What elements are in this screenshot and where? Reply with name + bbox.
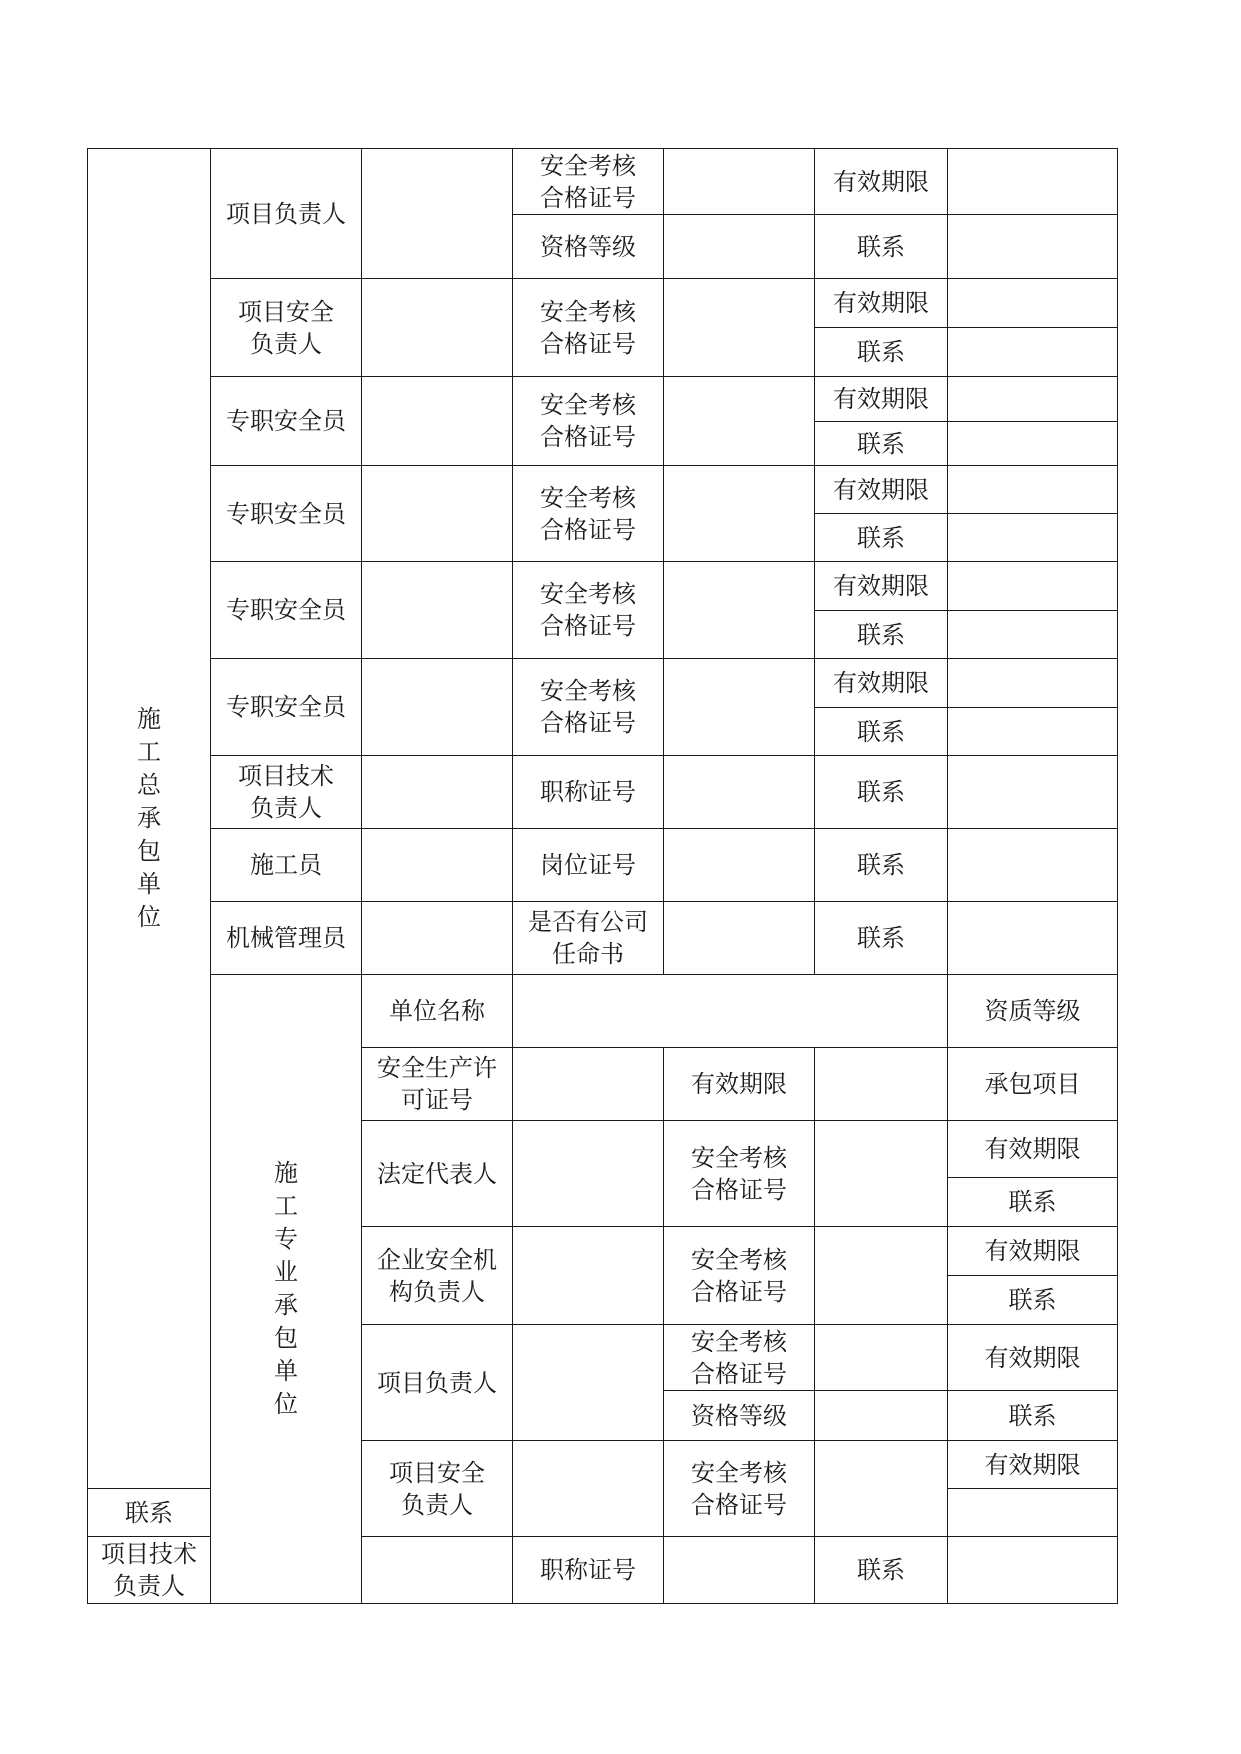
sc-esh-label: 企业安全机 构负责人 bbox=[377, 1245, 497, 1306]
sc-pm-cert-label-cell bbox=[664, 1325, 815, 1391]
sc-pm-name-field[interactable] bbox=[513, 1325, 664, 1441]
sc-legal-cert-label-cell bbox=[664, 1121, 815, 1227]
gc-tm-label-cell bbox=[211, 756, 362, 829]
gc-mm-contact-field[interactable] bbox=[948, 902, 1118, 975]
gc-mm-cert-label-cell bbox=[513, 902, 664, 975]
gc-so1-contact-label-cell bbox=[815, 422, 948, 466]
gc-so4-cert-label: 安全考核 合格证号 bbox=[540, 677, 636, 737]
personnel-form bbox=[87, 148, 1118, 1604]
gc-tm-contact-field[interactable] bbox=[948, 756, 1118, 829]
personnel-table bbox=[87, 148, 1118, 1604]
gc-so3-validity-label-cell bbox=[815, 562, 948, 611]
gc-mm-cert-label: 是否有公司 任命书 bbox=[528, 908, 648, 968]
gc-so2-validity-label: 有效期限 bbox=[833, 475, 929, 504]
gc-so4-validity-field[interactable] bbox=[948, 659, 1118, 708]
gc-so4-cert-field[interactable] bbox=[664, 659, 815, 756]
sc-sm-label-cell bbox=[362, 1441, 513, 1537]
sc-tm-label-cell bbox=[88, 1537, 211, 1604]
general-contractor-title-cell bbox=[88, 149, 211, 1489]
gc-sm-contact-field[interactable] bbox=[948, 328, 1118, 377]
gc-so4-contact-label: 联系 bbox=[857, 717, 905, 746]
gc-mm-name-field[interactable] bbox=[362, 902, 513, 975]
gc-so4-validity-label: 有效期限 bbox=[833, 669, 929, 697]
sc-pm-cert-field[interactable] bbox=[815, 1325, 948, 1391]
gc-so1-label-cell bbox=[211, 377, 362, 466]
gc-so1-validity-label-cell bbox=[815, 377, 948, 422]
gc-so1-validity-field[interactable] bbox=[948, 377, 1118, 422]
gc-sm-validity-label: 有效期限 bbox=[833, 289, 929, 317]
gc-so3-validity-label: 有效期限 bbox=[833, 572, 929, 600]
sc-esh-contact-label: 联系 bbox=[1008, 1286, 1057, 1314]
sc-esh-cert-label: 安全考核 合格证号 bbox=[691, 1245, 787, 1306]
gc-mm-contact-label-cell bbox=[815, 902, 948, 975]
sc-sm-name-field[interactable] bbox=[513, 1441, 664, 1537]
sc-pm-grade-label-cell bbox=[664, 1391, 815, 1441]
sc-unit-name-label: 单位名称 bbox=[389, 997, 485, 1025]
gc-tm-name-field[interactable] bbox=[362, 756, 513, 829]
sc-tm-label: 项目技术 负责人 bbox=[101, 1540, 197, 1600]
gc-sm-cert-label-cell bbox=[513, 279, 664, 377]
sc-unit-name-field[interactable] bbox=[513, 975, 948, 1048]
sc-tm-contact-label-cell bbox=[815, 1537, 948, 1604]
sc-permit-validity-label: 有效期限 bbox=[691, 1070, 787, 1098]
gc-mm-label-cell bbox=[211, 902, 362, 975]
sc-pm-contact-label-cell bbox=[948, 1391, 1118, 1441]
sc-pm-grade-label: 资格等级 bbox=[691, 1401, 787, 1430]
sc-legal-cert-field[interactable] bbox=[815, 1121, 948, 1227]
gc-so4-contact-field[interactable] bbox=[948, 708, 1118, 756]
gc-pm-contact-label-cell bbox=[815, 215, 948, 279]
gc-sm-contact-label: 联系 bbox=[857, 338, 905, 366]
sc-qualification-label: 资质等级 bbox=[984, 997, 1081, 1025]
sc-sm-validity-label-cell bbox=[948, 1441, 1118, 1489]
gc-so2-cert-label-cell bbox=[513, 466, 664, 562]
sc-legal-label: 法定代表人 bbox=[377, 1159, 497, 1188]
gc-mm-cert-field[interactable] bbox=[664, 902, 815, 975]
sc-pm-validity-label: 有效期限 bbox=[984, 1343, 1081, 1372]
gc-so3-validity-field[interactable] bbox=[948, 562, 1118, 611]
sc-sm-contact-field[interactable] bbox=[948, 1489, 1118, 1537]
gc-cw-cert-field[interactable] bbox=[664, 829, 815, 902]
sc-sm-cert-field[interactable] bbox=[815, 1441, 948, 1537]
sc-contract-label-cell bbox=[948, 1048, 1118, 1121]
gc-so1-contact-field[interactable] bbox=[948, 422, 1118, 466]
sc-esh-name-field[interactable] bbox=[513, 1227, 664, 1325]
gc-so3-contact-label-cell bbox=[815, 611, 948, 659]
gc-mm-contact-label: 联系 bbox=[857, 924, 905, 952]
sc-legal-cert-label: 安全考核 合格证号 bbox=[691, 1143, 787, 1204]
sc-legal-contact-label-cell bbox=[948, 1178, 1118, 1227]
gc-so1-cert-label: 安全考核 合格证号 bbox=[540, 391, 636, 451]
gc-sm-label-cell bbox=[211, 279, 362, 377]
gc-so2-contact-field[interactable] bbox=[948, 514, 1118, 562]
sc-unit-name-label-cell bbox=[362, 975, 513, 1048]
gc-pm-contact-label: 联系 bbox=[857, 232, 905, 261]
gc-so3-label-cell bbox=[211, 562, 362, 659]
sc-tm-name-field[interactable] bbox=[362, 1537, 513, 1604]
gc-pm-grade-field[interactable] bbox=[664, 215, 815, 279]
gc-pm-validity-label-cell bbox=[815, 149, 948, 215]
gc-so3-cert-label-cell bbox=[513, 562, 664, 659]
sc-legal-validity-label: 有效期限 bbox=[984, 1135, 1081, 1163]
gc-so2-validity-field[interactable] bbox=[948, 466, 1118, 514]
gc-tm-cert-field[interactable] bbox=[664, 756, 815, 829]
gc-pm-label-cell bbox=[211, 149, 362, 279]
sc-sm-contact-label: 联系 bbox=[125, 1498, 173, 1527]
specialty-contractor-title-cell bbox=[211, 975, 362, 1604]
gc-so1-label: 专职安全员 bbox=[226, 407, 346, 435]
gc-sm-cert-field[interactable] bbox=[664, 279, 815, 377]
gc-pm-validity-field[interactable] bbox=[948, 149, 1118, 215]
sc-sm-cert-label-cell bbox=[664, 1441, 815, 1537]
sc-pm-contact-label: 联系 bbox=[1008, 1401, 1057, 1430]
sc-esh-validity-label-cell bbox=[948, 1227, 1118, 1276]
gc-cw-label-cell bbox=[211, 829, 362, 902]
gc-so3-contact-label: 联系 bbox=[857, 620, 905, 649]
sc-legal-name-field[interactable] bbox=[513, 1121, 664, 1227]
sc-tm-contact-field[interactable] bbox=[948, 1537, 1118, 1604]
gc-so2-validity-label-cell bbox=[815, 466, 948, 514]
sc-permit-label: 安全生产许 可证号 bbox=[377, 1054, 497, 1114]
gc-pm-cert-field[interactable] bbox=[664, 149, 815, 215]
gc-so3-contact-field[interactable] bbox=[948, 611, 1118, 659]
sc-legal-contact-label: 联系 bbox=[1008, 1188, 1057, 1216]
gc-so1-name-field[interactable] bbox=[362, 377, 513, 466]
sc-sm-label: 项目安全 负责人 bbox=[389, 1458, 485, 1519]
sc-qualification-label-cell bbox=[948, 975, 1118, 1048]
gc-so3-label: 专职安全员 bbox=[226, 596, 346, 624]
gc-so4-validity-label-cell bbox=[815, 659, 948, 708]
gc-so4-label-cell bbox=[211, 659, 362, 756]
sc-esh-validity-label: 有效期限 bbox=[984, 1237, 1081, 1265]
sc-pm-label: 项目负责人 bbox=[377, 1368, 497, 1397]
sc-contract-label: 承包项目 bbox=[984, 1070, 1081, 1098]
gc-cw-cert-label-cell bbox=[513, 829, 664, 902]
gc-so3-cert-label: 安全考核 合格证号 bbox=[540, 580, 636, 640]
gc-so4-cert-label-cell bbox=[513, 659, 664, 756]
sc-sm-cert-label: 安全考核 合格证号 bbox=[691, 1458, 787, 1519]
sc-permit-validity-label-cell bbox=[664, 1048, 815, 1121]
gc-mm-label: 机械管理员 bbox=[226, 924, 346, 952]
sc-sm-validity-label: 有效期限 bbox=[984, 1450, 1081, 1479]
gc-so3-cert-field[interactable] bbox=[664, 562, 815, 659]
gc-cw-contact-label-cell bbox=[815, 829, 948, 902]
gc-pm-name-field[interactable] bbox=[362, 149, 513, 279]
gc-cw-label: 施工员 bbox=[250, 851, 322, 879]
gc-tm-contact-label-cell bbox=[815, 756, 948, 829]
gc-so2-contact-label-cell bbox=[815, 514, 948, 562]
sc-permit-field[interactable] bbox=[513, 1048, 664, 1121]
gc-cw-name-field[interactable] bbox=[362, 829, 513, 902]
sc-sm-contact-label-cell bbox=[88, 1489, 211, 1537]
sc-esh-cert-field[interactable] bbox=[815, 1227, 948, 1325]
gc-so2-contact-label: 联系 bbox=[857, 523, 905, 552]
sc-esh-contact-label-cell bbox=[948, 1276, 1118, 1325]
gc-pm-contact-field[interactable] bbox=[948, 215, 1118, 279]
gc-so2-label-cell bbox=[211, 466, 362, 562]
gc-pm-validity-label: 有效期限 bbox=[833, 167, 929, 196]
gc-so4-label: 专职安全员 bbox=[226, 693, 346, 721]
sc-tm-cert-label-cell bbox=[513, 1537, 664, 1604]
gc-tm-cert-label-cell bbox=[513, 756, 664, 829]
gc-pm-grade-label-cell bbox=[513, 215, 664, 279]
gc-pm-cert-label: 安全考核 合格证号 bbox=[540, 151, 636, 212]
gc-sm-label: 项目安全 负责人 bbox=[238, 297, 334, 358]
gc-cw-contact-field[interactable] bbox=[948, 829, 1118, 902]
gc-so1-cert-field[interactable] bbox=[664, 377, 815, 466]
gc-so1-cert-label-cell bbox=[513, 377, 664, 466]
gc-cw-cert-label: 岗位证号 bbox=[540, 851, 636, 879]
gc-pm-grade-label: 资格等级 bbox=[540, 232, 636, 261]
gc-sm-validity-field[interactable] bbox=[948, 279, 1118, 328]
sc-esh-label-cell bbox=[362, 1227, 513, 1325]
sc-tm-cert-field[interactable] bbox=[664, 1537, 815, 1604]
gc-tm-contact-label: 联系 bbox=[857, 778, 905, 806]
gc-so4-name-field[interactable] bbox=[362, 659, 513, 756]
gc-cw-contact-label: 联系 bbox=[857, 851, 905, 879]
sc-pm-grade-field[interactable] bbox=[815, 1391, 948, 1441]
gc-so1-contact-label: 联系 bbox=[857, 429, 905, 458]
gc-sm-contact-label-cell bbox=[815, 328, 948, 377]
gc-so2-cert-field[interactable] bbox=[664, 466, 815, 562]
specialty-contractor-title: 施工专业承包单位 bbox=[273, 1159, 298, 1418]
gc-pm-label: 项目负责人 bbox=[226, 199, 346, 228]
gc-tm-label: 项目技术 负责人 bbox=[238, 762, 334, 822]
gc-so2-label: 专职安全员 bbox=[226, 499, 346, 528]
sc-pm-label-cell bbox=[362, 1325, 513, 1441]
sc-pm-cert-label: 安全考核 合格证号 bbox=[691, 1327, 787, 1388]
sc-pm-validity-label-cell bbox=[948, 1325, 1118, 1391]
gc-sm-cert-label: 安全考核 合格证号 bbox=[540, 297, 636, 358]
gc-sm-name-field[interactable] bbox=[362, 279, 513, 377]
sc-legal-validity-label-cell bbox=[948, 1121, 1118, 1178]
gc-so2-cert-label: 安全考核 合格证号 bbox=[540, 483, 636, 544]
gc-sm-validity-label-cell bbox=[815, 279, 948, 328]
gc-so1-validity-label: 有效期限 bbox=[833, 385, 929, 413]
sc-esh-cert-label-cell bbox=[664, 1227, 815, 1325]
sc-tm-contact-label: 联系 bbox=[857, 1556, 905, 1584]
gc-pm-cert-label-cell bbox=[513, 149, 664, 215]
sc-tm-cert-label: 职称证号 bbox=[540, 1556, 636, 1584]
gc-so4-contact-label-cell bbox=[815, 708, 948, 756]
sc-permit-validity-field[interactable] bbox=[815, 1048, 948, 1121]
gc-so2-name-field[interactable] bbox=[362, 466, 513, 562]
sc-permit-label-cell bbox=[362, 1048, 513, 1121]
gc-so3-name-field[interactable] bbox=[362, 562, 513, 659]
gc-tm-cert-label: 职称证号 bbox=[540, 778, 636, 806]
sc-legal-label-cell bbox=[362, 1121, 513, 1227]
general-contractor-title: 施工总承包单位 bbox=[136, 705, 161, 931]
